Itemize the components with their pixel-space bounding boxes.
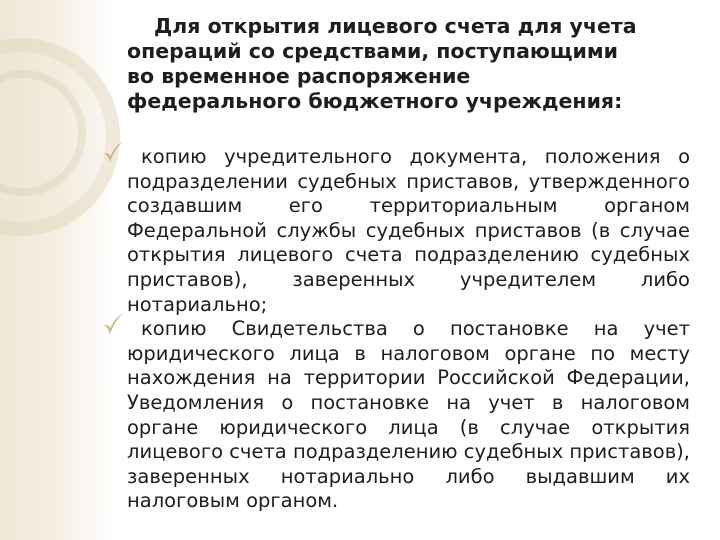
decorative-side-panel [0, 0, 112, 540]
bullet-item [127, 317, 690, 514]
bullet-text: копию учредительного документа, положения о подразделении судебных приставов, утвержденного создавшим его территориальным органом Федеральной службы судебных приставов (в случае открытия лицевого счета подразделению судебных приставов), заверенных учредителем либо нотариально; [127, 145, 690, 316]
bullet-item [127, 145, 690, 317]
bullet-text: копию Свидетельства о постановке на учет юридического лица в налоговом органе по месту нахождения на территории Российской Федерации, Уведомления о постановке на учет в налоговом органе юридического лица (в случае открытия лицевого счета подразделению судебных приставов), заверенных нотариально либо выдавшим их налоговым органом. [127, 317, 690, 513]
checkmark-icon [102, 311, 124, 337]
slide-heading: Для открытия лицевого счета для учета операций со средствами, поступающими во временное распоряжение федерального бюджетного учреждения: [127, 14, 637, 113]
checkmark-icon [102, 139, 124, 165]
bullet-list [127, 145, 690, 514]
